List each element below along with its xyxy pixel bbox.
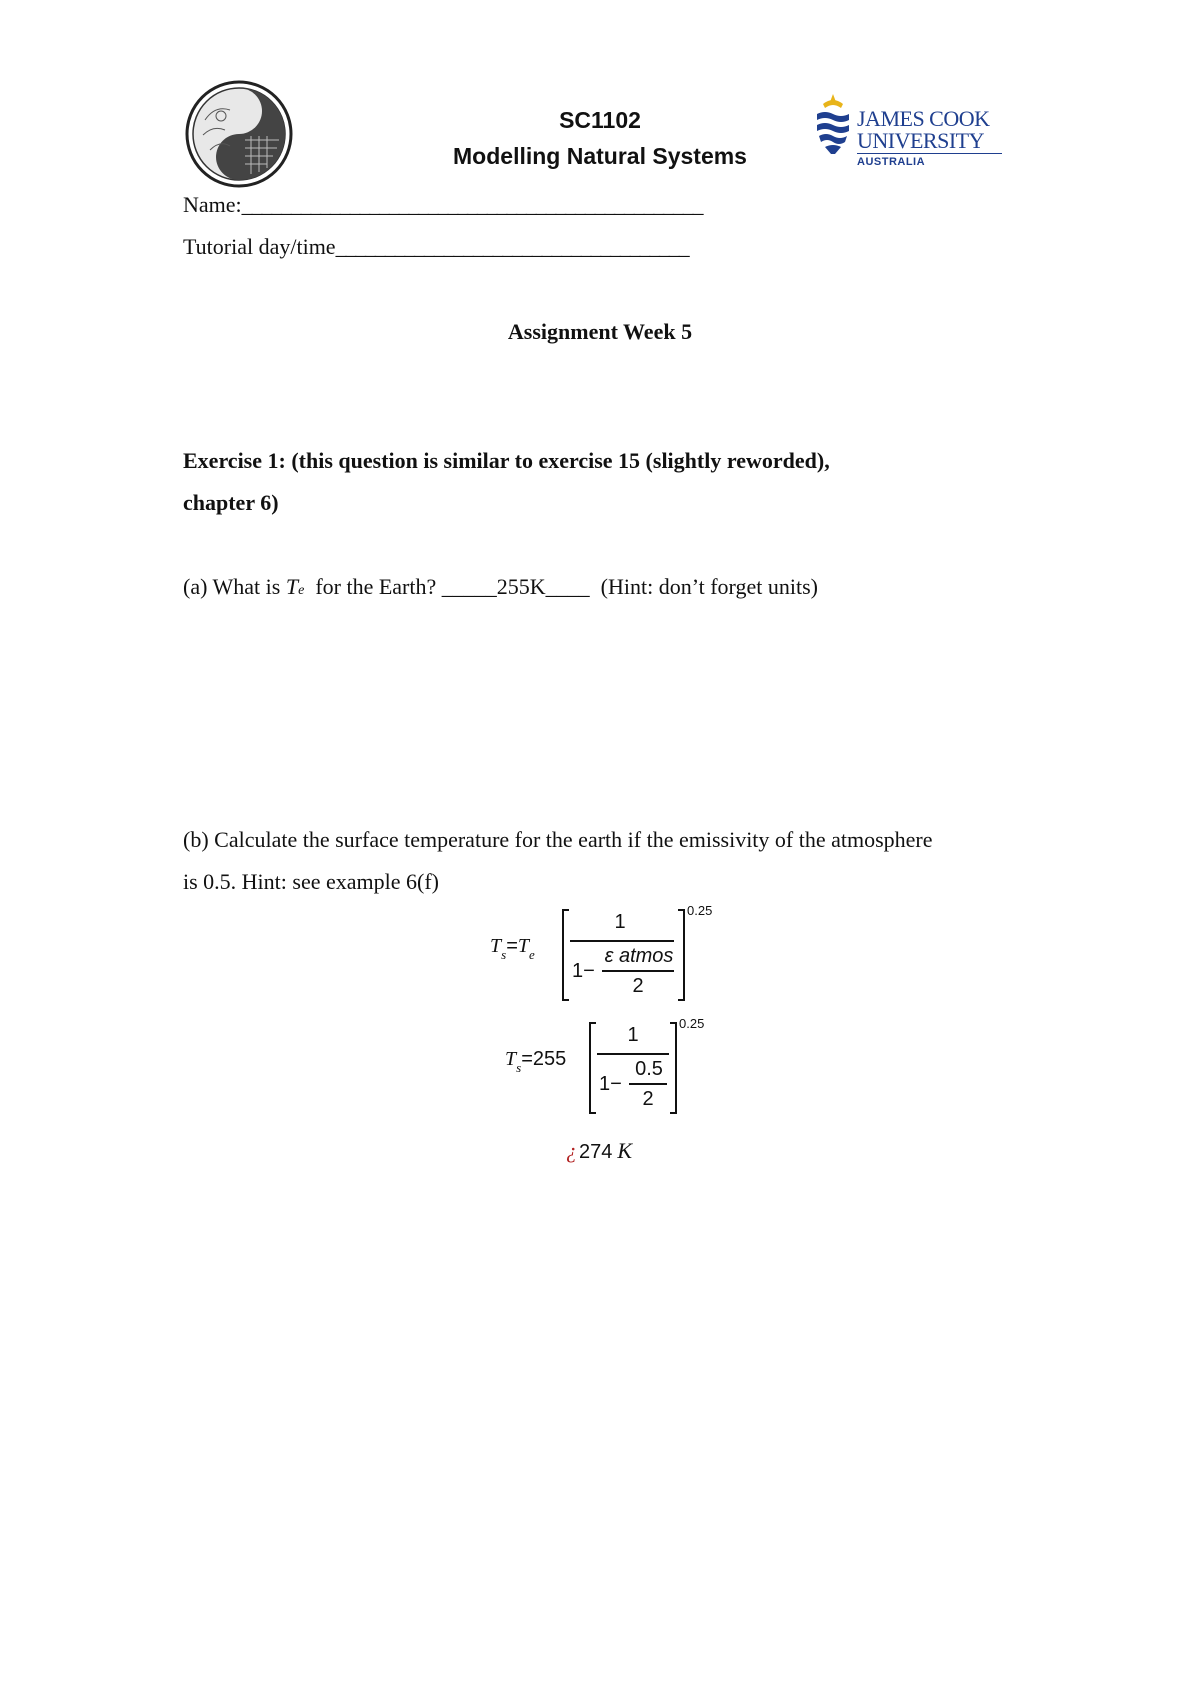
eq2-lhs-sub: s: [516, 1060, 522, 1075]
tutorial-label: Tutorial day/time: [183, 234, 336, 259]
eq1-lhs-symbol: T: [490, 935, 502, 957]
eq1-inner-fraction-bar: [602, 970, 674, 972]
part-a-middle: for the Earth? _____: [304, 574, 497, 599]
part-b-line2: is 0.5. Hint: see example 6(f): [183, 869, 439, 894]
eq1-left-bracket: [562, 909, 564, 1001]
eq2-right-bracket-bottom: [670, 1112, 677, 1114]
name-label: Name:: [183, 192, 242, 217]
result-glyph: ¿: [566, 1138, 577, 1163]
eq2-numerator: 1: [627, 1024, 639, 1046]
exercise1-heading-line2: chapter 6): [183, 490, 279, 515]
eq1-lhs-sub: s: [501, 947, 507, 962]
eq1-one-minus: 1−: [572, 960, 595, 982]
tutorial-blank: ____________________________________: [335, 234, 689, 259]
eq1-inner-denominator: 2: [632, 975, 644, 997]
part-a-suffix: ____ (Hint: don’t forget units): [545, 574, 818, 599]
name-field-line: [183, 192, 702, 218]
jcu-logo-line2: UNIVERSITY: [857, 128, 984, 153]
assignment-title: Assignment Week 5: [507, 319, 693, 344]
eq1-lhs: [490, 935, 535, 962]
part-a-symbol-sub: e: [298, 583, 305, 598]
eq2-exponent: 0.25: [679, 1016, 705, 1031]
eq1-exponent: 0.25: [687, 903, 713, 918]
eq2-right-bracket: [675, 1022, 677, 1114]
part-a-answer: 255K: [496, 574, 546, 599]
eq2-main-fraction-bar: [597, 1053, 669, 1055]
eq1-equals: =: [506, 935, 518, 957]
jcu-crest-icon: [815, 92, 851, 162]
course-code: SC1102: [559, 107, 641, 133]
result-value: 274: [579, 1141, 613, 1163]
eq2-left-bracket-bottom: [589, 1112, 596, 1114]
eq1-right-bracket-bottom: [678, 999, 685, 1001]
eq2-inner-fraction-bar: [629, 1083, 667, 1085]
eq1-main-fraction-bar: [570, 940, 674, 942]
eq2-one-minus: 1−: [599, 1073, 622, 1095]
jcu-logo-rule: [857, 153, 1002, 154]
eq1-right-bracket: [683, 909, 685, 1001]
tutorial-field-line: [183, 234, 688, 260]
part-a-prefix: (a) What is: [183, 574, 286, 599]
eq1-rhs-symbol: T: [517, 935, 529, 957]
eq1-left-bracket-top: [562, 909, 569, 911]
name-blank: _______________________________________________: [241, 192, 703, 217]
equation-1: [490, 905, 730, 1005]
eq1-left-bracket-bottom: [562, 999, 569, 1001]
course-title: Modelling Natural Systems: [453, 143, 747, 169]
eq2-lhs-symbol: T: [505, 1048, 517, 1070]
seal-logo: [185, 80, 293, 188]
part-a-question: [183, 574, 818, 600]
eq1-numerator: 1: [614, 911, 626, 933]
eq1-inner-numerator: ε atmos: [604, 945, 674, 967]
result-unit: K: [617, 1138, 633, 1163]
eq2-right-bracket-top: [670, 1022, 677, 1024]
eq2-left-bracket: [589, 1022, 591, 1114]
eq2-left-bracket-top: [589, 1022, 596, 1024]
eq2-inner-numerator: 0.5: [635, 1058, 663, 1080]
exercise1-heading-line1: Exercise 1: (this question is similar to exercise 15 (slightly reworded),: [183, 448, 830, 473]
jcu-logo-line1: JAMES COOK: [857, 106, 990, 131]
eq2-inner-denominator: 2: [642, 1088, 654, 1110]
equation-2: [505, 1018, 725, 1118]
part-a-symbol: T: [285, 574, 299, 599]
eq2-equals: =255: [521, 1048, 567, 1070]
jcu-logo: [815, 92, 1005, 172]
jcu-logo-line3: AUSTRALIA: [857, 156, 926, 168]
eq1-right-bracket-top: [678, 909, 685, 911]
result-line: [566, 1138, 632, 1164]
eq2-lhs: [505, 1048, 567, 1075]
eq1-rhs-sub: e: [529, 947, 535, 962]
part-b-line1: (b) Calculate the surface temperature for the earth if the emissivity of the atmosphere: [183, 827, 933, 852]
